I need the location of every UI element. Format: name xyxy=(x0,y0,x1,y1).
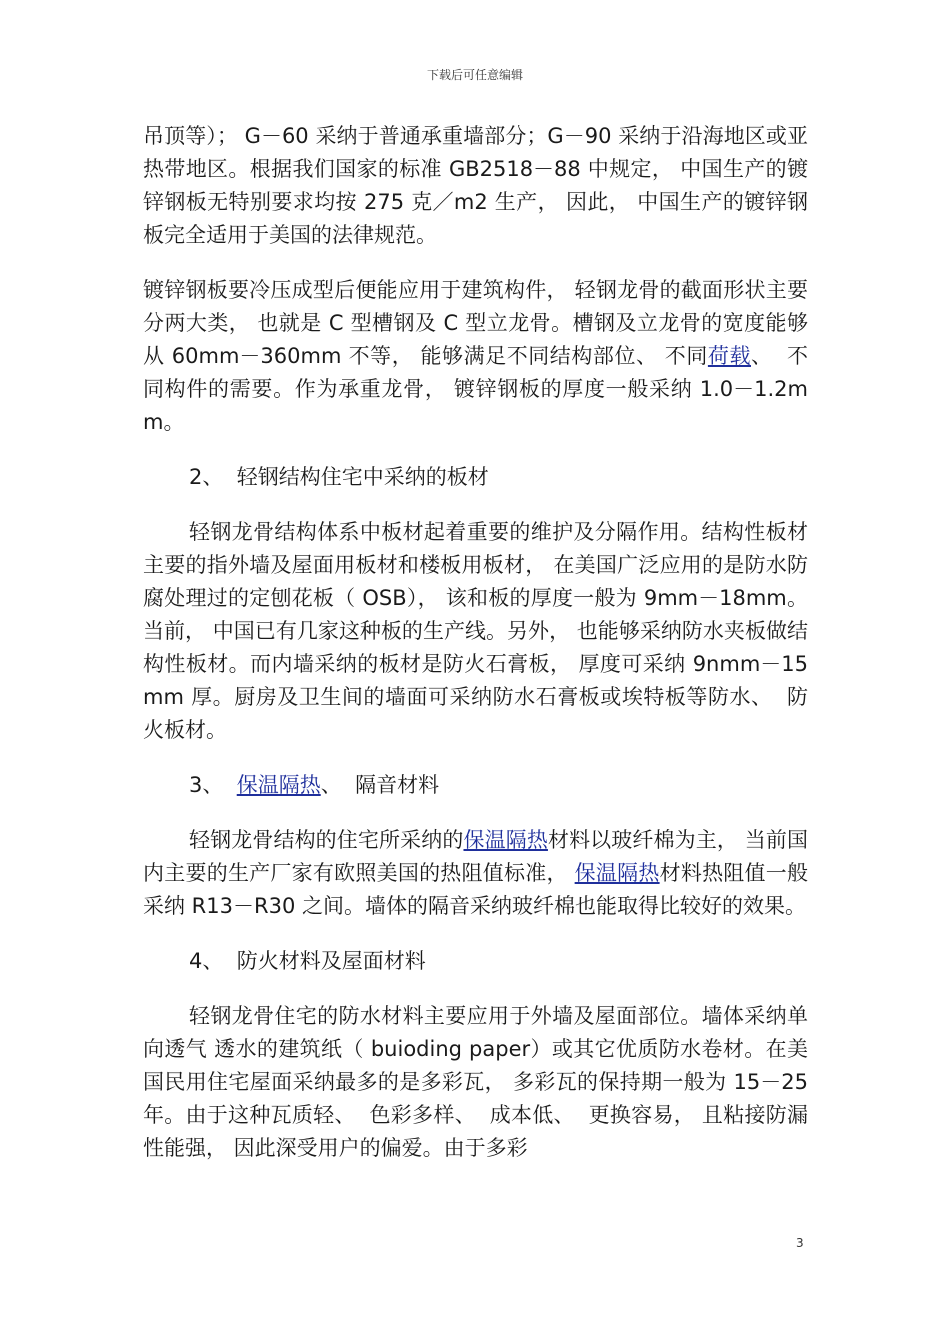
paragraph-galvanized-standards: 吊顶等）； G－60 采纳于普通承重墙部分；G－90 采纳于沿海地区或亚热带地区。根据我们国家的标准 GB2518－88 中规定， 中国生产的镀锌钢板无特别要求均按 275 克／m2 生产， 因此， 中国生产的镀锌钢板完全适用于美国的法律规范。 xyxy=(143,124,808,247)
link-insulation-heading[interactable]: 保温隔热 xyxy=(236,773,321,797)
paragraph-steel-profiles xyxy=(143,274,808,439)
paragraph-text: 材料以玻纤棉为主， 当前国内主要的生产厂家有欧照美国的热阻值标准， xyxy=(143,828,808,885)
paragraph-text: 镀锌钢板要冷压成型后便能应用于建筑构件， 轻钢龙骨的截面形状主要分两大类， 也就是 C 型槽钢及 C 型立龙骨。槽钢及立龙骨的宽度能够从 60mm－360mm 不等， 能够满足不同结构部位、 不同 xyxy=(143,278,808,368)
paragraph-text: 材料热阻值一般采纳 R13－R30 之间。墙体的隔音采纳玻纤棉也能取得比较好的效果。 xyxy=(143,861,809,918)
link-insulation-1[interactable]: 保温隔热 xyxy=(463,828,548,852)
paragraph-text: 轻钢龙骨结构的住宅所采纳的 xyxy=(189,828,464,852)
link-insulation-2[interactable]: 保温隔热 xyxy=(574,861,660,885)
link-load[interactable]: 荷载 xyxy=(707,344,751,368)
paragraph-insulation xyxy=(143,824,808,923)
heading-text: 、 隔音材料 xyxy=(320,773,440,797)
paragraph-waterproofing: 轻钢龙骨住宅的防水材料主要应用于外墙及屋面部位。墙体采纳单向透气 透水的建筑纸（ buioding paper）或其它优质防水卷材。在美国民用住宅屋面采纳最多的是多彩瓦， 多彩瓦的保持期一般为 15－25 年。由于这种瓦质轻、 色彩多样、 成本低、 更换容易， 且粘接防漏性能强， 因此深受用户的偏爱。由于多彩 xyxy=(143,1004,815,1160)
document-body xyxy=(143,120,815,1187)
paragraph-text: 、 不同构件的需要。作为承重龙骨， 镀锌钢板的厚度一般采纳 1.0－1.2mm。 xyxy=(143,344,809,434)
section-heading-boards: 2、 轻钢结构住宅中采纳的板材 xyxy=(189,465,489,489)
paragraph-boards: 轻钢龙骨结构体系中板材起着重要的维护及分隔作用。结构性板材主要的指外墙及屋面用板材和楼板用板材， 在美国广泛应用的是防水防腐处理过的定刨花板（ OSB）， 该和板的厚度一般为 9mm－18mm。当前， 中国已有几家这种板的生产线。另外， 也能够采纳防水夹板做结构性板材。而内墙采纳的板材是防火石膏板， 厚度可采纳 9nmm－15mm 厚。厨房及卫生间的墙面可采纳防水石膏板或埃特板等防水、 防火板材。 xyxy=(143,520,808,742)
section-heading-fire-roof: 4、 防火材料及屋面材料 xyxy=(189,949,426,973)
header-note: 下载后可任意编辑 xyxy=(426,68,523,82)
heading-number: 3、 xyxy=(189,773,237,797)
page-number: 3 xyxy=(796,1236,804,1250)
section-heading-insulation xyxy=(143,769,808,802)
